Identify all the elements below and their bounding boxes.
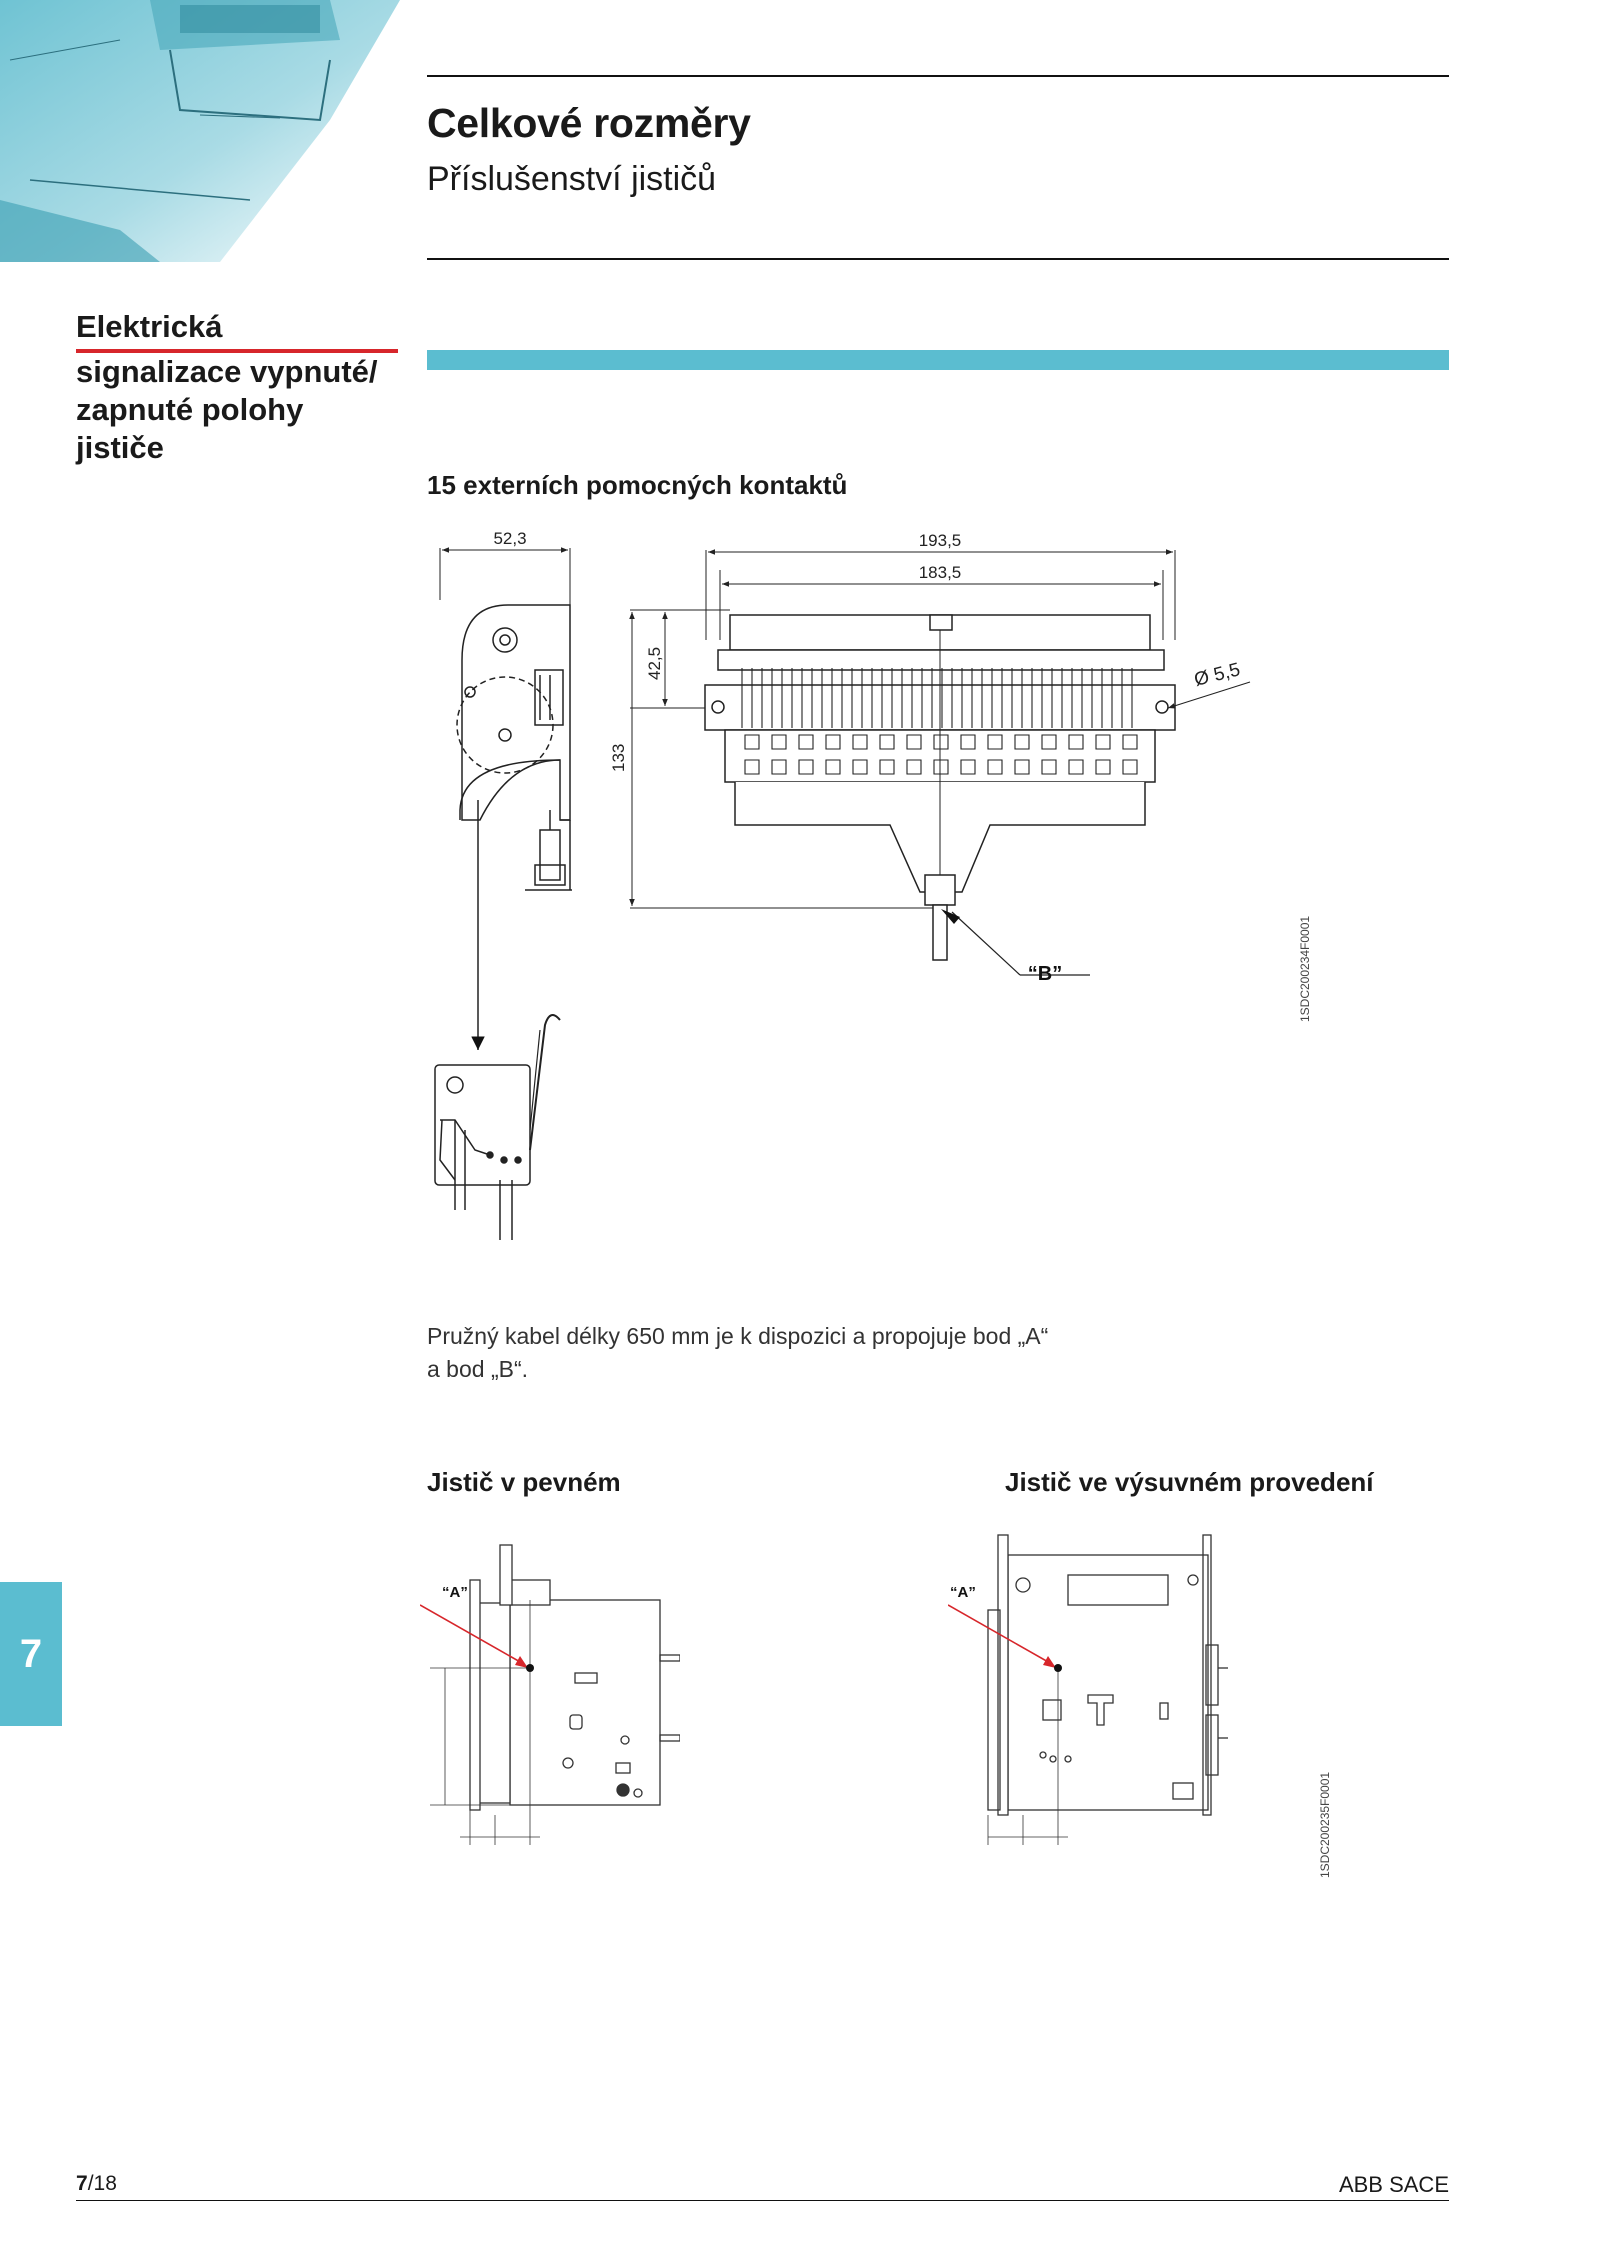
dim-label: 193,5 (918, 531, 962, 550)
corner-product-image (0, 0, 400, 262)
dim-label: 42,5 (645, 646, 664, 680)
side-heading-line: zapnuté polohy (76, 392, 304, 427)
dim-label: 183,5 (918, 563, 962, 582)
figure-code: 1SDC200234F0001 (1298, 915, 1312, 1022)
withdrawable-breaker-drawing (948, 1525, 1228, 1855)
header-rule-top (427, 75, 1449, 77)
footer-brand: ABB SACE (1338, 2172, 1449, 2197)
page-number-page: /18 (87, 2172, 117, 2195)
page-number (76, 2172, 117, 2196)
fixed-breaker-drawing (420, 1525, 680, 1855)
side-heading-line: signalizace vypnuté/ (76, 354, 378, 389)
chapter-tab: 7 (0, 1582, 62, 1726)
note-text (427, 1320, 1227, 1386)
point-a-label: “A” (950, 1584, 976, 1601)
figure-code: 1SDC200235F0001 (1318, 1771, 1332, 1878)
page-subtitle: Příslušenství jističů (427, 160, 717, 198)
section-bar (427, 350, 1449, 370)
side-heading (76, 308, 396, 467)
footer-rule (76, 2200, 1449, 2201)
point-b-label: “B” (1027, 963, 1063, 985)
page-title: Celkové rozměry (427, 100, 751, 146)
point-a-label: “A” (442, 1584, 468, 1601)
fixed-breaker-caption: Jistič v pevném (427, 1467, 621, 1497)
header-rule-bottom (427, 258, 1449, 260)
dim-label: 133 (609, 743, 628, 772)
side-heading-line: Elektrická (76, 309, 223, 344)
side-heading-line: jističe (76, 430, 164, 465)
note-line: a bod „B“. (427, 1356, 528, 1382)
dim-label: Ø 5,5 (1192, 659, 1243, 691)
contacts-drawing (400, 520, 1350, 1280)
page-number-chapter: 7 (76, 2172, 88, 2195)
side-heading-underline (76, 349, 398, 353)
withdrawable-breaker-caption: Jistič ve výsuvném provedení (1005, 1467, 1374, 1497)
section-title: 15 externích pomocných kontaktů (427, 470, 848, 500)
dim-label: 52,3 (493, 529, 527, 548)
note-line: Pružný kabel délky 650 mm je k dispozici a propojuje bod „A“ (427, 1323, 1049, 1349)
